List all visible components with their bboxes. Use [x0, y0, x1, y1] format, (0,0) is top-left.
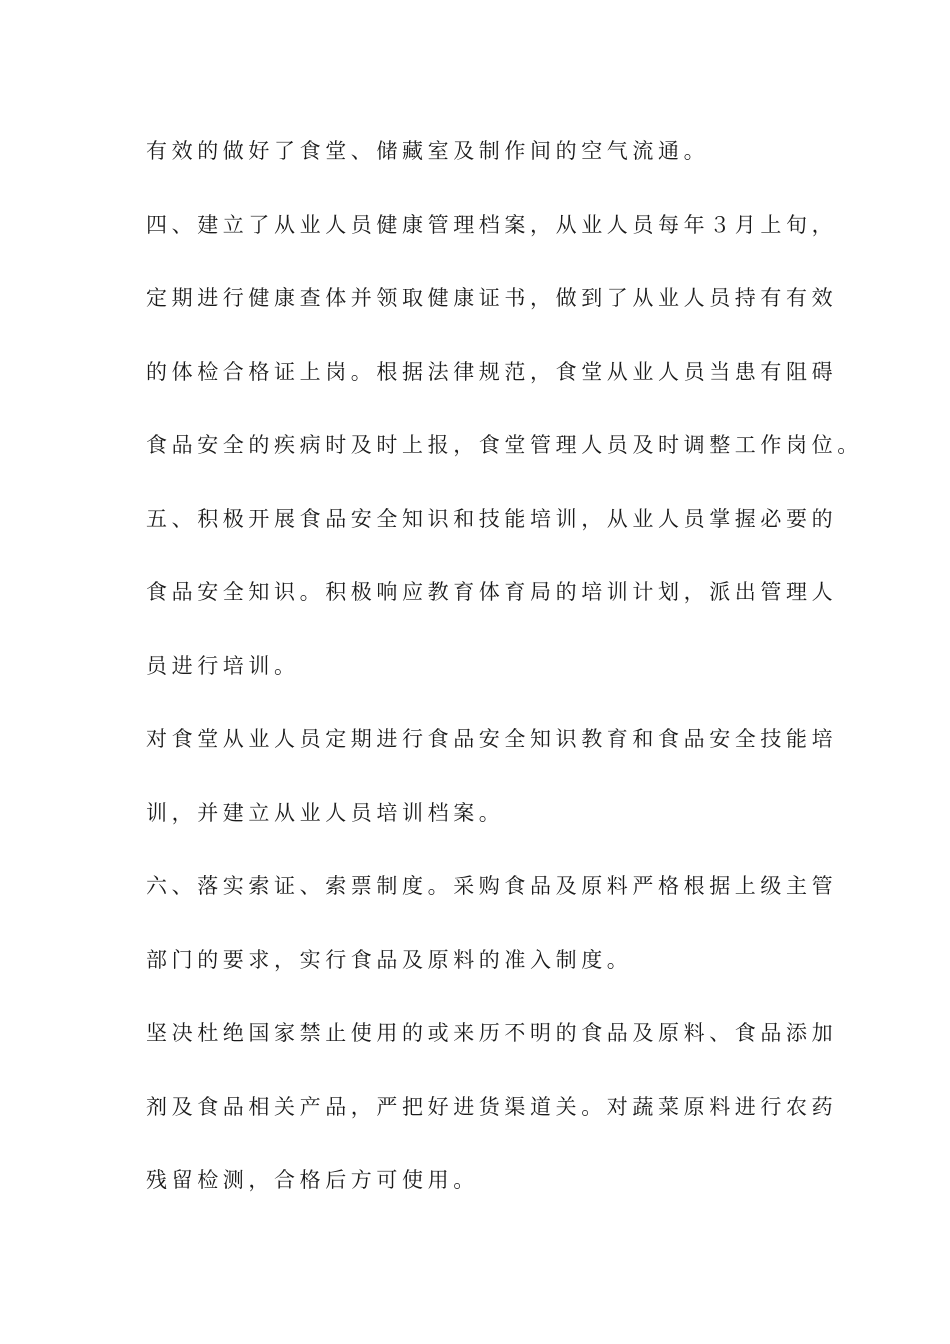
text-line-4: 的体检合格证上岗。根据法律规范，食堂从业人员当患有阻碍: [146, 359, 838, 384]
text-line-3: 定期进行健康查体并领取健康证书，做到了从业人员持有有效: [146, 286, 838, 310]
text-line-1: 有效的做好了食堂、储藏室及制作间的空气流通。: [146, 139, 710, 163]
text-line-10: 训，并建立从业人员培训档案。: [146, 800, 505, 825]
text-line-8: 员进行培训。: [146, 653, 300, 678]
text-line-6: 五、积极开展食品安全知识和技能培训，从业人员掌握必要的: [146, 506, 838, 531]
text-line-11: 六、落实索证、索票制度。采购食品及原料严格根据上级主管: [146, 874, 838, 898]
text-line-14: 剂及食品相关产品，严把好进货渠道关。对蔬菜原料进行农药: [146, 1094, 838, 1119]
text-line-2: 四、建立了从业人员健康管理档案，从业人员每年３月上旬，: [146, 212, 838, 237]
text-line-15: 残留检测，合格后方可使用。: [146, 1168, 479, 1192]
text-line-12: 部门的要求，实行食品及原料的准入制度。: [146, 947, 633, 972]
text-line-9: 对食堂从业人员定期进行食品安全知识教育和食品安全技能培: [146, 727, 838, 751]
text-line-5: 食品安全的疾病时及时上报，食堂管理人员及时调整工作岗位。: [146, 433, 863, 457]
document-body: [146, 128, 863, 1231]
text-line-7: 食品安全知识。积极响应教育体育局的培训计划，派出管理人: [146, 580, 838, 604]
text-line-13: 坚决杜绝国家禁止使用的或来历不明的食品及原料、食品添加: [146, 1021, 838, 1045]
